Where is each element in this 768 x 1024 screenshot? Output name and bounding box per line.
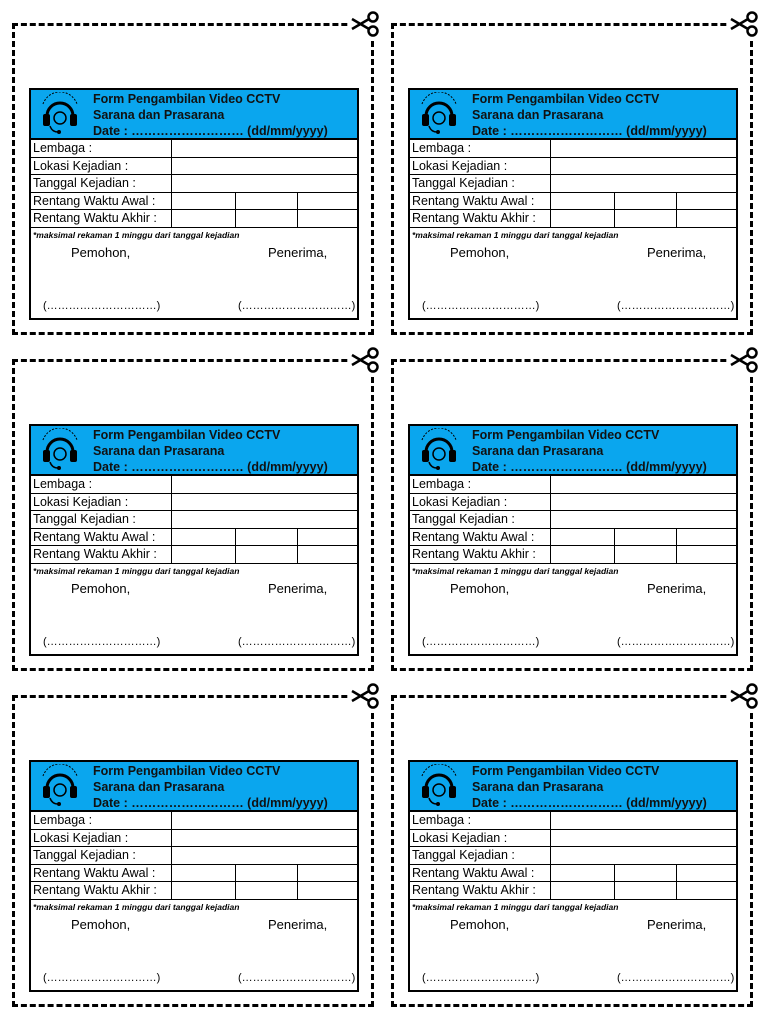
label-lokasi-kejadian: Lokasi Kejadian : [33, 830, 129, 845]
pemohon-label: Pemohon, [450, 245, 510, 260]
form-title: Form Pengambilan Video CCTV [472, 92, 660, 106]
row-tanggal-kejadian [410, 847, 736, 865]
label-rentang-waktu-akhir: Rentang Waktu Akhir : [33, 211, 157, 226]
penerima-signature-line: (…………………………) [238, 636, 356, 648]
row-rentang-waktu-akhir [410, 210, 736, 228]
label-rentang-waktu-akhir: Rentang Waktu Akhir : [412, 211, 536, 226]
cctv-request-form [29, 760, 359, 992]
row-rentang-waktu-awal [31, 865, 357, 883]
label-tanggal-kejadian: Tanggal Kejadian : [33, 176, 136, 191]
row-rentang-waktu-akhir [31, 210, 357, 228]
form-header [410, 426, 736, 476]
row-tanggal-kejadian [410, 511, 736, 529]
row-rentang-waktu-awal [31, 193, 357, 211]
form-title: Form Pengambilan Video CCTV [93, 764, 281, 778]
form-header [410, 90, 736, 140]
penerima-label: Penerima, [647, 917, 707, 932]
label-rentang-waktu-awal: Rentang Waktu Awal : [412, 865, 535, 880]
label-rentang-waktu-akhir: Rentang Waktu Akhir : [33, 883, 157, 898]
row-lembaga [410, 140, 736, 158]
row-rentang-waktu-akhir [31, 882, 357, 900]
headset-logo-icon [37, 428, 83, 472]
scissors-icon [349, 10, 383, 38]
form-subtitle: Sarana dan Prasarana [93, 444, 225, 458]
pemohon-label: Pemohon, [71, 917, 131, 932]
label-lokasi-kejadian: Lokasi Kejadian : [33, 158, 129, 173]
form-header [410, 762, 736, 812]
row-tanggal-kejadian [31, 847, 357, 865]
form-subtitle: Sarana dan Prasarana [93, 780, 225, 794]
scissors-icon [349, 346, 383, 374]
row-rentang-waktu-akhir [31, 546, 357, 564]
label-lokasi-kejadian: Lokasi Kejadian : [412, 494, 508, 509]
row-lokasi-kejadian [410, 494, 736, 512]
penerima-label: Penerima, [647, 245, 707, 260]
penerima-signature-line: (…………………………) [238, 300, 356, 312]
date-line: Date : ……………………… (dd/mm/yyyy) [472, 460, 707, 474]
penerima-label: Penerima, [268, 917, 328, 932]
row-lokasi-kejadian [410, 158, 736, 176]
row-tanggal-kejadian [410, 175, 736, 193]
label-lembaga: Lembaga : [33, 813, 93, 827]
form-title: Form Pengambilan Video CCTV [93, 428, 281, 442]
label-lembaga: Lembaga : [412, 141, 472, 155]
label-rentang-waktu-akhir: Rentang Waktu Akhir : [33, 547, 157, 562]
footnote: *maksimal rekaman 1 minggu dari tanggal kejadian [33, 230, 240, 240]
footnote: *maksimal rekaman 1 minggu dari tanggal kejadian [412, 230, 619, 240]
cctv-request-form [29, 88, 359, 320]
pemohon-signature-line: (…………………………) [43, 972, 161, 984]
label-rentang-waktu-awal: Rentang Waktu Awal : [412, 193, 535, 208]
row-rentang-waktu-awal [410, 193, 736, 211]
date-line: Date : ……………………… (dd/mm/yyyy) [93, 796, 328, 810]
pemohon-signature-line: (…………………………) [422, 300, 540, 312]
headset-logo-icon [416, 92, 462, 136]
coupon-5 [12, 695, 374, 1007]
label-lembaga: Lembaga : [412, 477, 472, 491]
headset-logo-icon [37, 92, 83, 136]
coupon-2 [391, 23, 753, 335]
row-rentang-waktu-akhir [410, 546, 736, 564]
scissors-icon [349, 682, 383, 710]
penerima-label: Penerima, [268, 581, 328, 596]
form-subtitle: Sarana dan Prasarana [93, 108, 225, 122]
row-rentang-waktu-akhir [410, 882, 736, 900]
form-header [31, 90, 357, 140]
row-lembaga [31, 140, 357, 158]
label-lokasi-kejadian: Lokasi Kejadian : [33, 494, 129, 509]
date-line: Date : ……………………… (dd/mm/yyyy) [93, 124, 328, 138]
pemohon-signature-line: (…………………………) [43, 300, 161, 312]
label-tanggal-kejadian: Tanggal Kejadian : [33, 848, 136, 863]
label-rentang-waktu-awal: Rentang Waktu Awal : [412, 529, 535, 544]
footnote: *maksimal rekaman 1 minggu dari tanggal kejadian [33, 902, 240, 912]
row-lokasi-kejadian [410, 830, 736, 848]
label-lembaga: Lembaga : [412, 813, 472, 827]
cctv-request-form [29, 424, 359, 656]
coupon-6 [391, 695, 753, 1007]
form-title: Form Pengambilan Video CCTV [472, 764, 660, 778]
label-rentang-waktu-awal: Rentang Waktu Awal : [33, 193, 156, 208]
row-lembaga [31, 476, 357, 494]
row-lokasi-kejadian [31, 494, 357, 512]
row-lembaga [31, 812, 357, 830]
footnote: *maksimal rekaman 1 minggu dari tanggal kejadian [33, 566, 240, 576]
row-lembaga [410, 476, 736, 494]
row-lembaga [410, 812, 736, 830]
label-rentang-waktu-awal: Rentang Waktu Awal : [33, 865, 156, 880]
pemohon-signature-line: (…………………………) [43, 636, 161, 648]
label-lokasi-kejadian: Lokasi Kejadian : [412, 830, 508, 845]
penerima-signature-line: (…………………………) [617, 636, 735, 648]
form-title: Form Pengambilan Video CCTV [472, 428, 660, 442]
scissors-icon [728, 682, 762, 710]
label-rentang-waktu-akhir: Rentang Waktu Akhir : [412, 883, 536, 898]
form-header [31, 762, 357, 812]
row-lokasi-kejadian [31, 830, 357, 848]
label-rentang-waktu-awal: Rentang Waktu Awal : [33, 529, 156, 544]
headset-logo-icon [416, 764, 462, 808]
label-rentang-waktu-akhir: Rentang Waktu Akhir : [412, 547, 536, 562]
form-subtitle: Sarana dan Prasarana [472, 780, 604, 794]
coupon-4 [391, 359, 753, 671]
coupon-3 [12, 359, 374, 671]
form-subtitle: Sarana dan Prasarana [472, 108, 604, 122]
penerima-label: Penerima, [268, 245, 328, 260]
date-line: Date : ……………………… (dd/mm/yyyy) [93, 460, 328, 474]
coupon-1 [12, 23, 374, 335]
pemohon-label: Pemohon, [71, 581, 131, 596]
footnote: *maksimal rekaman 1 minggu dari tanggal kejadian [412, 902, 619, 912]
penerima-label: Penerima, [647, 581, 707, 596]
label-lokasi-kejadian: Lokasi Kejadian : [412, 158, 508, 173]
row-lokasi-kejadian [31, 158, 357, 176]
pemohon-signature-line: (…………………………) [422, 636, 540, 648]
label-lembaga: Lembaga : [33, 141, 93, 155]
date-line: Date : ……………………… (dd/mm/yyyy) [472, 124, 707, 138]
row-tanggal-kejadian [31, 511, 357, 529]
date-line: Date : ……………………… (dd/mm/yyyy) [472, 796, 707, 810]
form-subtitle: Sarana dan Prasarana [472, 444, 604, 458]
scissors-icon [728, 10, 762, 38]
row-rentang-waktu-awal [410, 865, 736, 883]
form-title: Form Pengambilan Video CCTV [93, 92, 281, 106]
penerima-signature-line: (…………………………) [238, 972, 356, 984]
label-lembaga: Lembaga : [33, 477, 93, 491]
footnote: *maksimal rekaman 1 minggu dari tanggal kejadian [412, 566, 619, 576]
label-tanggal-kejadian: Tanggal Kejadian : [412, 176, 515, 191]
label-tanggal-kejadian: Tanggal Kejadian : [33, 512, 136, 527]
cctv-request-form [408, 88, 738, 320]
pemohon-label: Pemohon, [71, 245, 131, 260]
pemohon-label: Pemohon, [450, 581, 510, 596]
pemohon-label: Pemohon, [450, 917, 510, 932]
cctv-request-form [408, 760, 738, 992]
form-header [31, 426, 357, 476]
pemohon-signature-line: (…………………………) [422, 972, 540, 984]
penerima-signature-line: (…………………………) [617, 972, 735, 984]
row-rentang-waktu-awal [410, 529, 736, 547]
headset-logo-icon [416, 428, 462, 472]
row-rentang-waktu-awal [31, 529, 357, 547]
label-tanggal-kejadian: Tanggal Kejadian : [412, 512, 515, 527]
row-tanggal-kejadian [31, 175, 357, 193]
headset-logo-icon [37, 764, 83, 808]
penerima-signature-line: (…………………………) [617, 300, 735, 312]
scissors-icon [728, 346, 762, 374]
label-tanggal-kejadian: Tanggal Kejadian : [412, 848, 515, 863]
cctv-request-form [408, 424, 738, 656]
